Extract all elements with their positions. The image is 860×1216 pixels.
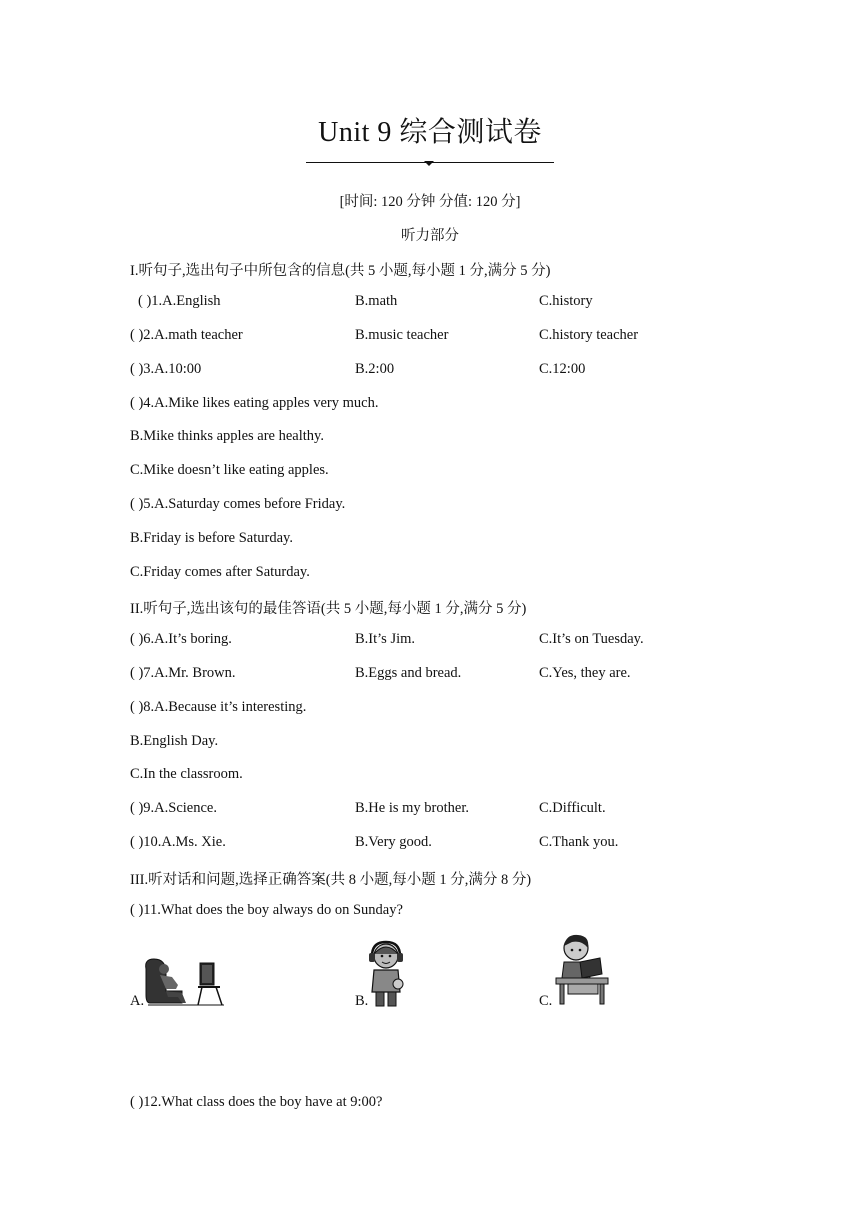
question-6: ( )6.A.It’s boring.: [130, 631, 232, 647]
question-1: ( )1.A.English: [138, 293, 221, 309]
question-5-option-c: C.Friday comes after Saturday.: [130, 564, 310, 580]
section-1-heading: I.听句子,选出句子中所包含的信息(共 5 小题,每小题 1 分,满分 5 分): [130, 263, 551, 279]
question-9-option-b: B.He is my brother.: [355, 800, 469, 816]
question-3-option-c: C.12:00: [539, 361, 586, 377]
question-2: ( )2.A.math teacher: [130, 327, 243, 343]
question-11-option-a-label: A.: [130, 993, 145, 1009]
section-3-heading: III.听对话和问题,选择正确答案(共 8 小题,每小题 1 分,满分 8 分): [130, 872, 532, 888]
boy-at-computer-image: [552, 932, 612, 1008]
question-5: ( )5.A.Saturday comes before Friday.: [130, 496, 346, 512]
question-10: ( )10.A.Ms. Xie.: [130, 834, 226, 850]
exam-meta: [时间: 120 分钟 分值: 120 分]: [339, 194, 521, 210]
question-1-option-c: C.history: [539, 293, 593, 309]
section-2-heading: II.听句子,选出该句的最佳答语(共 5 小题,每小题 1 分,满分 5 分): [130, 601, 527, 617]
question-11-option-b-label: B.: [355, 993, 369, 1009]
underline-ornament: [424, 160, 434, 166]
question-9: ( )9.A.Science.: [130, 800, 217, 816]
question-7-option-c: C.Yes, they are.: [539, 665, 631, 681]
question-5-option-b: B.Friday is before Saturday.: [130, 530, 293, 546]
question-10-option-c: C.Thank you.: [539, 834, 619, 850]
question-2-option-b: B.music teacher: [355, 327, 449, 343]
question-12: ( )12.What class does the boy have at 9:00?: [130, 1094, 383, 1110]
question-8-option-b: B.English Day.: [130, 733, 219, 749]
part-heading: 听力部分: [401, 228, 459, 244]
question-11-option-c-label: C.: [539, 993, 553, 1009]
question-4-option-c: C.Mike doesn’t like eating apples.: [130, 462, 329, 478]
question-4: ( )4.A.Mike likes eating apples very much.: [130, 395, 379, 411]
page-title: Unit 9 综合测试卷: [318, 117, 542, 148]
person-watching-tv-image: [142, 955, 226, 1007]
question-3-option-b: B.2:00: [355, 361, 395, 377]
question-2-option-c: C.history teacher: [539, 327, 639, 343]
question-10-option-b: B.Very good.: [355, 834, 432, 850]
question-8-option-c: C.In the classroom.: [130, 766, 243, 782]
question-8: ( )8.A.Because it’s interesting.: [130, 699, 307, 715]
question-6-option-c: C.It’s on Tuesday.: [539, 631, 644, 647]
question-7: ( )7.A.Mr. Brown.: [130, 665, 236, 681]
question-4-option-b: B.Mike thinks apples are healthy.: [130, 428, 324, 444]
question-9-option-c: C.Difficult.: [539, 800, 606, 816]
question-7-option-b: B.Eggs and bread.: [355, 665, 462, 681]
boy-with-headphones-image: [364, 940, 408, 1008]
question-11: ( )11.What does the boy always do on Sunday?: [130, 902, 403, 918]
question-3: ( )3.A.10:00: [130, 361, 202, 377]
question-6-option-b: B.It’s Jim.: [355, 631, 416, 647]
question-1-option-b: B.math: [355, 293, 398, 309]
